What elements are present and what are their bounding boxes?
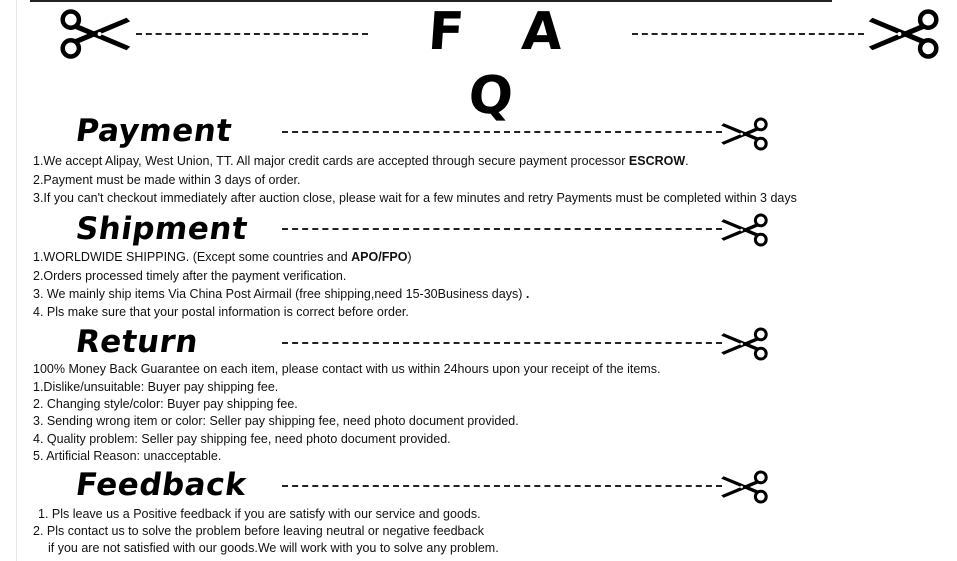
feedback-heading: Feedback	[73, 467, 249, 503]
scissors-icon	[718, 116, 770, 152]
scissors-icon	[863, 7, 943, 61]
return-line-6: 5. Artificial Reason: unacceptable.	[33, 449, 222, 463]
return-line-1: 100% Money Back Guarantee on each item, please contact with us within 24hours upon your receipt of the items.	[33, 362, 661, 376]
payment-heading: Payment	[73, 113, 235, 149]
payment-line-1: 1.We accept Alipay, West Union, TT. All major credit cards are accepted through secure payment processor ESCROW.	[33, 154, 689, 168]
faq-dash-right	[632, 33, 864, 35]
return-divider	[282, 342, 722, 344]
page-left-border	[16, 0, 17, 561]
return-line-2: 1.Dislike/unsuitable: Buyer pay shipping fee.	[33, 380, 279, 394]
feedback-divider	[282, 485, 722, 487]
return-line-4: 3. Sending wrong item or color: Seller pay shipping fee, need photo document provided.	[33, 414, 519, 428]
scissors-icon	[56, 7, 136, 61]
return-heading: Return	[73, 324, 201, 360]
feedback-line-2: 2. Pls contact us to solve the problem before leaving neutral or negative feedback	[33, 524, 484, 538]
scissors-icon	[718, 469, 770, 505]
feedback-line-3: if you are not satisfied with our goods.We will work with you to solve any problem.	[48, 541, 499, 555]
return-line-3: 2. Changing style/color: Buyer pay shipping fee.	[33, 397, 298, 411]
scissors-icon	[718, 212, 770, 248]
return-line-5: 4. Quality problem: Seller pay shipping fee, need photo document provided.	[33, 432, 451, 446]
shipment-heading: Shipment	[73, 211, 250, 247]
shipment-line-4: 4. Pls make sure that your postal information is correct before order.	[33, 305, 409, 319]
scissors-icon	[718, 326, 770, 362]
shipment-line-1: 1.WORLDWIDE SHIPPING. (Except some countries and APO/FPO)	[33, 250, 412, 264]
feedback-line-1: 1. Pls leave us a Positive feedback if you are satisfy with our service and goods.	[38, 507, 481, 521]
shipment-line-3: 3. We mainly ship items Via China Post Airmail (free shipping,need 15-30Business days) .	[33, 287, 530, 301]
payment-line-3: 3.If you can't checkout immediately after auction close, please wait for a few minutes and retry Payments must be completed within 3 days	[33, 191, 797, 205]
faq-title: F A Q	[426, 2, 585, 126]
payment-divider	[282, 131, 722, 133]
shipment-divider	[282, 228, 722, 230]
shipment-line-2: 2.Orders processed timely after the payment verification.	[33, 269, 347, 283]
payment-line-2: 2.Payment must be made within 3 days of order.	[33, 173, 301, 187]
faq-dash-left	[136, 33, 368, 35]
